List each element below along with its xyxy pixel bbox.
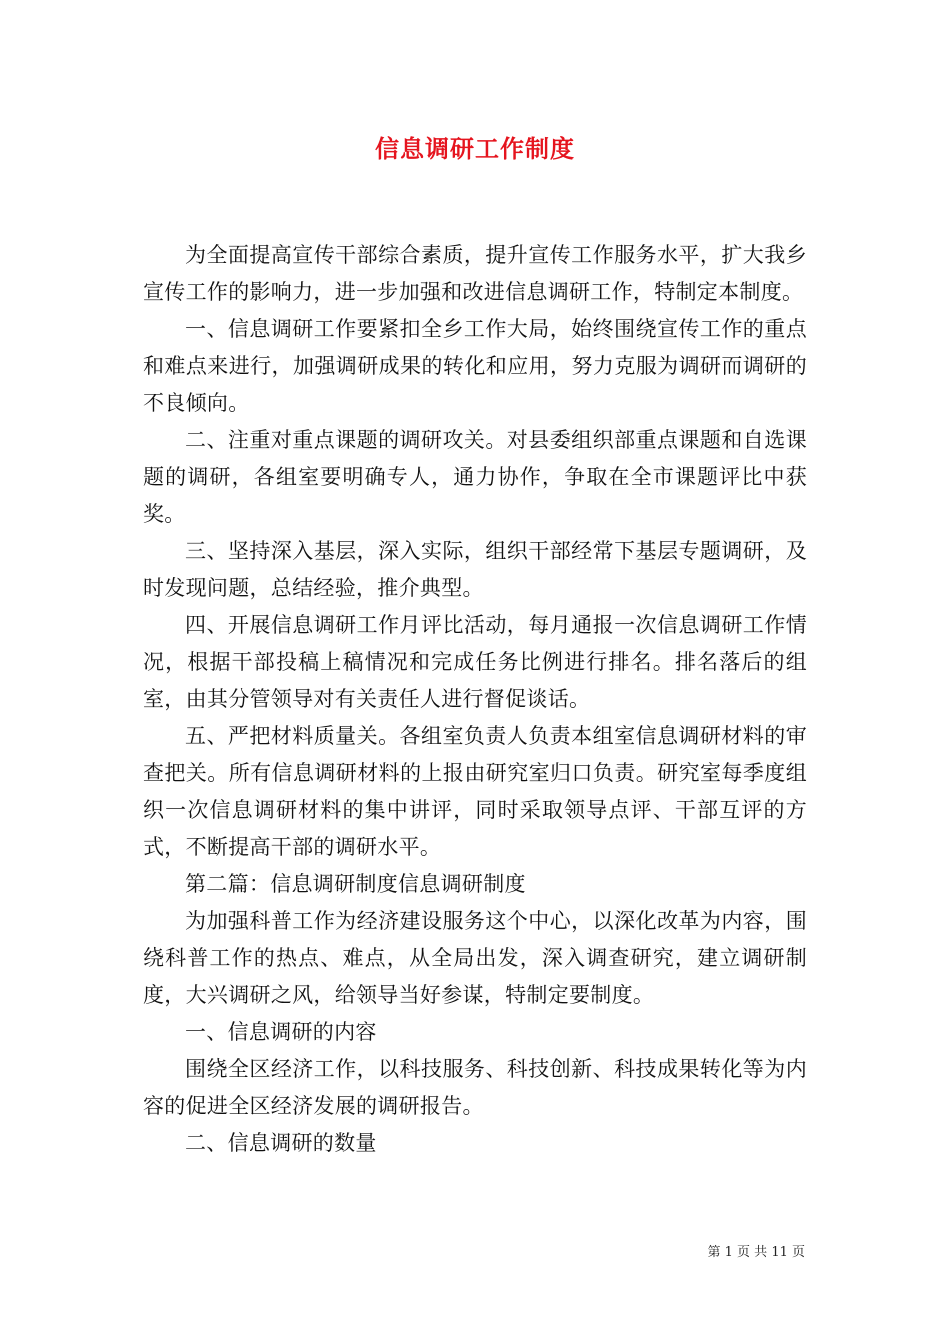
document-body	[143, 237, 807, 1162]
paragraph-item-4: 四、开展信息调研工作月评比活动，每月通报一次信息调研工作情况，根据干部投稿上稿情况和完成任务比例进行排名。排名落后的组室，由其分管领导对有关责任人进行督促谈话。	[143, 613, 807, 711]
paragraph-item-2: 二、注重对重点课题的调研攻关。对县委组织部重点课题和自选课题的调研，各组室要明确专人，通力协作，争取在全市课题评比中获奖。	[143, 428, 807, 526]
section-heading-part-two: 第二篇：信息调研制度信息调研制度	[185, 872, 526, 896]
paragraph-item-5: 五、严把材料质量关。各组室负责人负责本组室信息调研材料的审查把关。所有信息调研材料的上报由研究室归口负责。研究室每季度组织一次信息调研材料的集中讲评，同时采取领导点评、干部互评的方式，不断提高干部的调研水平。	[143, 724, 807, 859]
paragraph-item-3: 三、坚持深入基层，深入实际，组织干部经常下基层专题调研，及时发现问题，总结经验，推介典型。	[143, 539, 807, 600]
paragraph-part-two-intro: 为加强科普工作为经济建设服务这个中心，以深化改革为内容，围绕科普工作的热点、难点，从全局出发，深入调查研究，建立调研制度，大兴调研之风，给领导当好参谋，特制定要制度。	[143, 909, 807, 1007]
page-number: 第 1 页 共 11 页	[707, 1245, 805, 1260]
paragraph-content: 围绕全区经济工作，以科技服务、科技创新、科技成果转化等为内容的促进全区经济发展的调研报告。	[143, 1057, 807, 1118]
subheading-content: 一、信息调研的内容	[185, 1020, 377, 1044]
paragraph-item-1: 一、信息调研工作要紧扣全乡工作大局，始终围绕宣传工作的重点和难点来进行，加强调研成果的转化和应用，努力克服为调研而调研的不良倾向。	[143, 317, 807, 415]
document-title: 信息调研工作制度	[375, 134, 575, 163]
paragraph-intro: 为全面提高宣传干部综合素质，提升宣传工作服务水平，扩大我乡宣传工作的影响力，进一步加强和改进信息调研工作，特制定本制度。	[143, 243, 807, 304]
subheading-quantity: 二、信息调研的数量	[185, 1131, 377, 1155]
